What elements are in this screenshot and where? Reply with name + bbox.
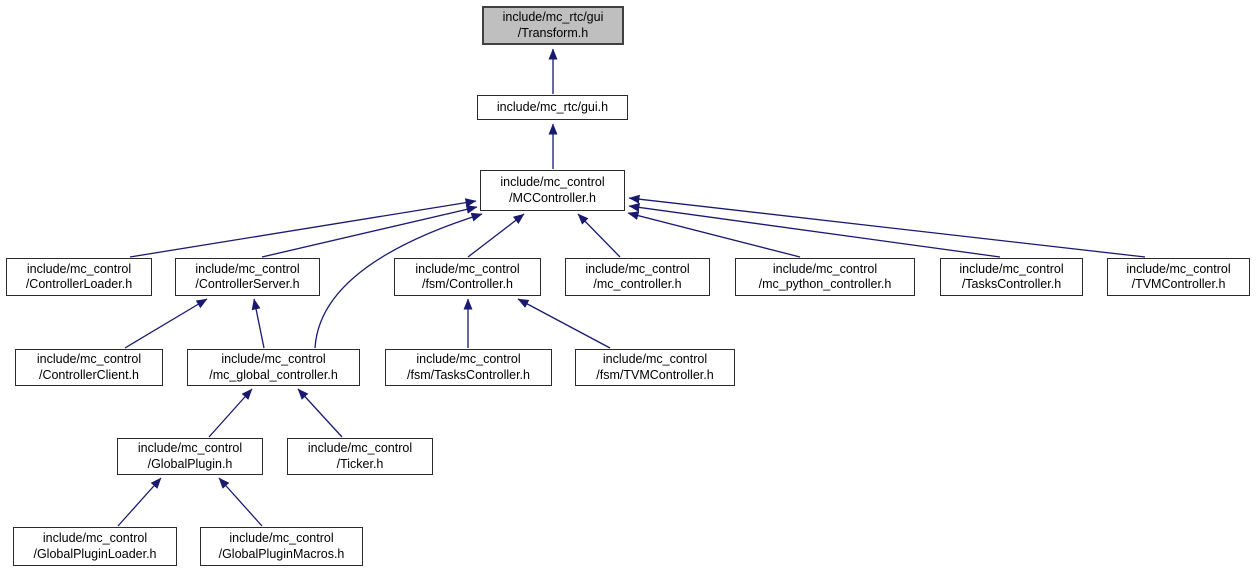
graph-node-global-plugin-loader[interactable] xyxy=(13,527,177,566)
graph-node-label-line: include/mc_control xyxy=(415,261,520,276)
graph-node-label-line: include/mc_control xyxy=(137,441,243,455)
graph-node-controller-server[interactable] xyxy=(175,258,320,296)
graph-node-label-line: include/mc_control xyxy=(1126,261,1231,276)
graph-node-global-plugin[interactable] xyxy=(117,438,263,475)
graph-node-label-line: include/mc_control xyxy=(221,352,326,366)
graph-node-label-line: /ControllerClient.h xyxy=(38,367,140,382)
graph-node-label-line: /Ticker.h xyxy=(336,456,384,471)
graph-node-label-line: /ControllerServer.h xyxy=(195,277,300,291)
graph-node-label-line: include/mc_rtc/gui.h xyxy=(496,99,609,114)
graph-node-label-line: /ControllerLoader.h xyxy=(25,277,133,291)
graph-node-gui-h[interactable] xyxy=(477,95,628,120)
graph-node-label-line: /TasksController.h xyxy=(961,277,1062,291)
graph-node-transform xyxy=(482,6,624,45)
graph-node-controller-loader[interactable] xyxy=(6,258,152,296)
graph-node-label-line: /MCController.h xyxy=(509,190,596,205)
graph-node-fsm-controller[interactable] xyxy=(394,258,541,296)
graph-node-label-line: include/mc_control xyxy=(585,261,690,276)
graph-node-label-line: /TVMController.h xyxy=(1131,277,1226,291)
graph-node-label-line: /mc_global_controller.h xyxy=(209,367,338,382)
graph-node-fsm-tasks-controller[interactable] xyxy=(385,349,552,386)
graph-node-label-line: include/mc_control xyxy=(229,531,334,545)
graph-node-label-line: /fsm/TasksController.h xyxy=(407,367,530,382)
graph-node-label-line: include/mc_control xyxy=(36,352,142,366)
graph-node-tasks-controller[interactable] xyxy=(940,258,1083,296)
graph-node-mc-controller-h[interactable] xyxy=(565,258,710,296)
graph-node-label-line: /mc_controller.h xyxy=(593,277,682,291)
graph-node-label-line: /GlobalPluginLoader.h xyxy=(33,546,157,561)
graph-node-label-line: include/mc_control xyxy=(500,175,605,189)
graph-node-label-line: include/mc_control xyxy=(959,261,1064,276)
graph-node-label-line: /fsm/Controller.h xyxy=(421,277,513,291)
graph-node-label-line: /GlobalPluginMacros.h xyxy=(218,546,345,561)
graph-node-ticker[interactable] xyxy=(287,438,433,475)
graph-node-label-line: include/mc_control xyxy=(26,261,132,276)
graph-node-fsm-tvm-controller[interactable] xyxy=(575,349,735,386)
graph-node-label-line: include/mc_control xyxy=(307,441,413,455)
graph-node-mc-global-controller[interactable] xyxy=(187,349,360,386)
graph-node-label-line: /fsm/TVMController.h xyxy=(596,367,714,382)
graph-node-label-line: include/mc_control xyxy=(602,352,708,366)
graph-node-label-line: /GlobalPlugin.h xyxy=(147,456,233,471)
graph-node-mc-python-controller[interactable] xyxy=(735,258,915,296)
graph-node-label-line: /mc_python_controller.h xyxy=(758,277,892,291)
graph-node-label-line: include/mc_control xyxy=(416,352,521,366)
graph-node-tvm-controller[interactable] xyxy=(1107,258,1250,296)
graph-node-label-line: include/mc_control xyxy=(195,261,300,276)
graph-node-controller-client[interactable] xyxy=(15,349,163,386)
graph-node-label-line: include/mc_rtc/gui xyxy=(502,10,604,24)
graph-node-mccontroller[interactable] xyxy=(480,170,625,211)
graph-node-global-plugin-macros[interactable] xyxy=(200,527,363,566)
graph-node-label-line: /Transform.h xyxy=(517,25,589,40)
graph-node-label-line: include/mc_control xyxy=(772,261,878,276)
graph-node-label-line: include/mc_control xyxy=(42,531,148,545)
